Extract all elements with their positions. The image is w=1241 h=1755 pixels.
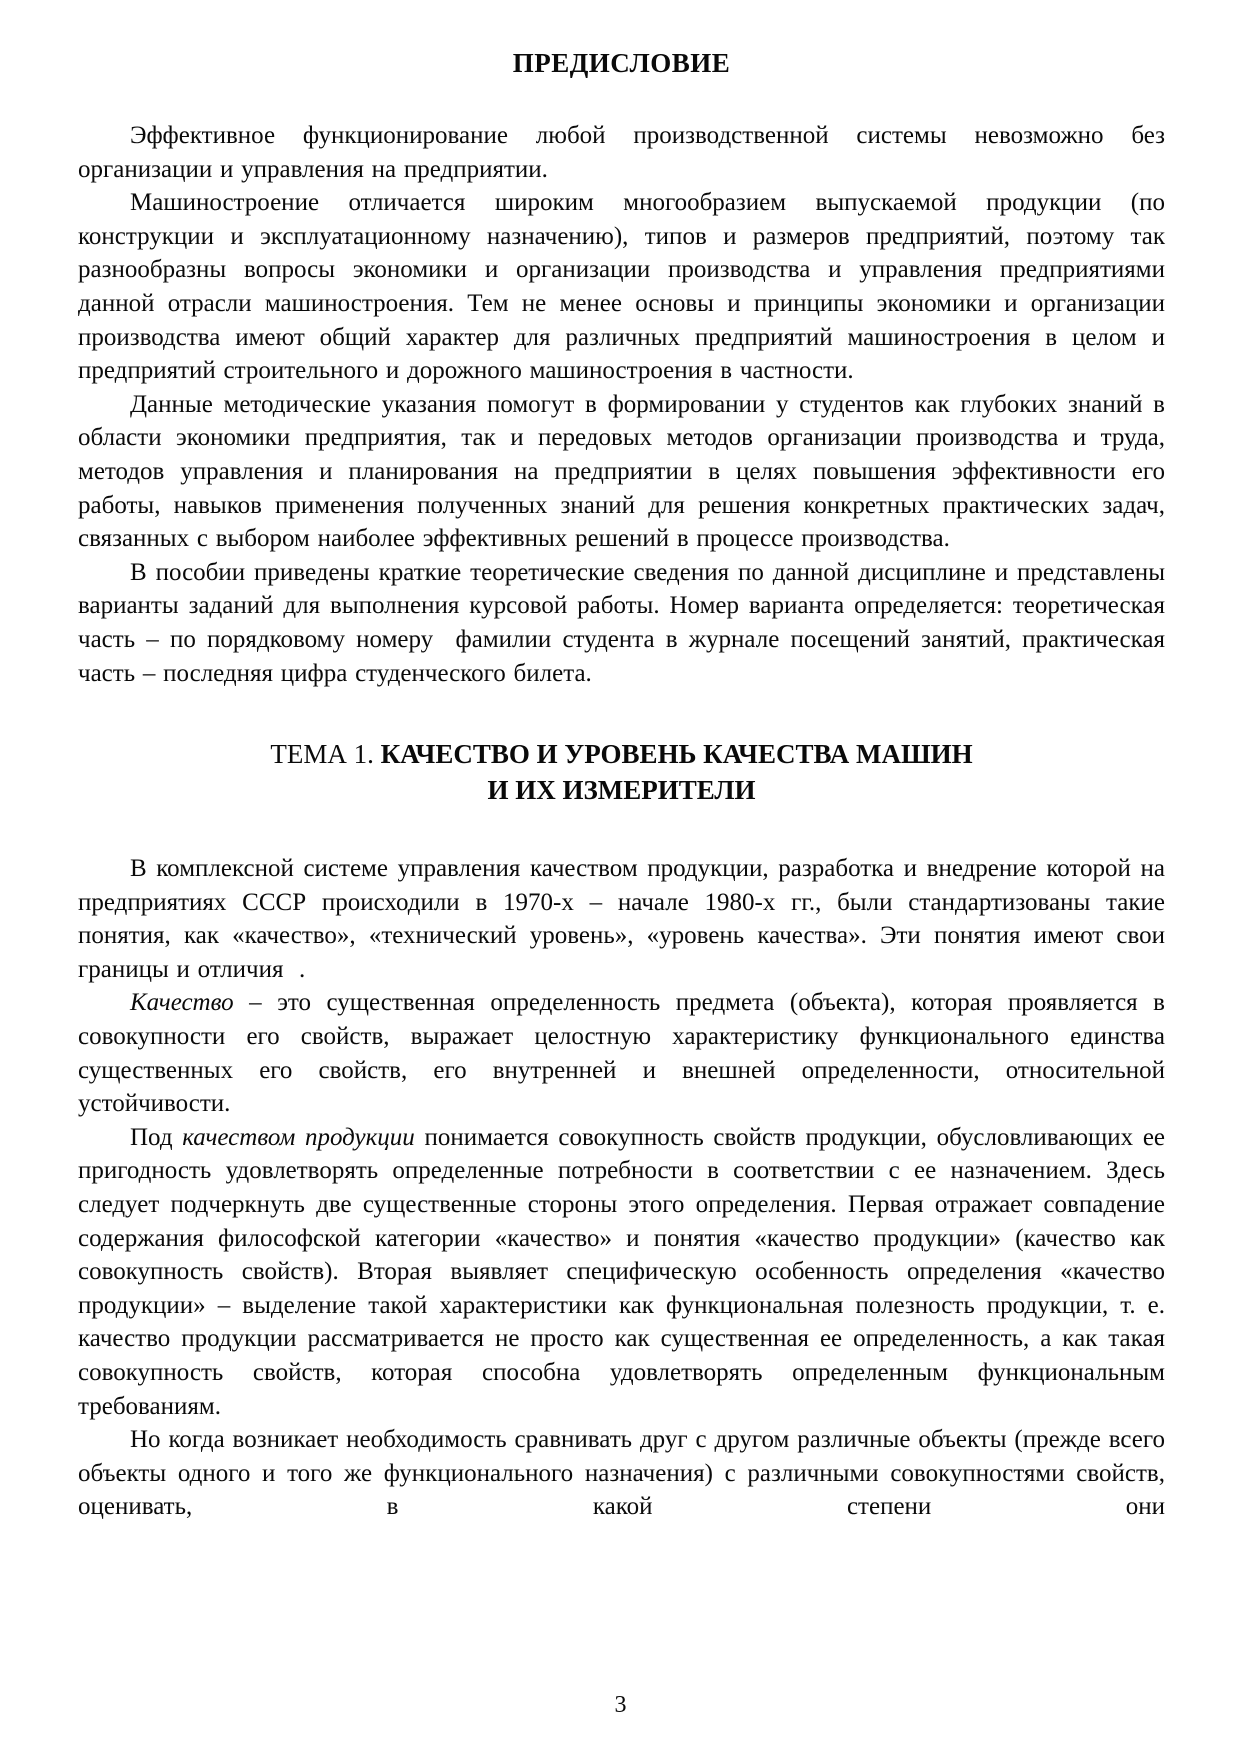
paragraph-text: понимается совокупность свойств продукции, обусловливающих ее пригодность удовлетворять определенные потребности в соответствии с ее назначением. Здесь следует подчеркнуть две существенные стороны этого определения. Первая отражает совпадение содержания философской категории «качество» и понятия «качество продукции» (качество как совокупность свойств). Вторая выявляет специфическую особенность определения «качество продукции» – выделение такой характеристики как функциональная полезность продукции, т. е. качество продукции рассматривается не просто как существенная ее определенность, а как такая совокупность свойств, которая способна удовлетворять определенным функциональным требованиям.	[78, 1123, 1166, 1420]
paragraph-text: В пособии приведены краткие теоретические сведения по данной дисциплине и представлены варианты заданий для выполнения курсовой работы. Номер варианта определяется: теоретическая часть – по порядковому номеру фамилии студента в журнале посещений занятий, практическая часть – последняя цифра студенческого билета.	[78, 558, 1165, 687]
paragraph-text: Данные методические указания помогут в формировании у студентов как глубоких знаний в области экономики предприятия, так и передовых методов организации производства и труда, методов управления и планирования на предприятии в целях повышения эффективности его работы, навыков применения полученных знаний для решения конкретных практических задач, связанных с выбором наиболее эффективных решений в процессе производства.	[78, 390, 1165, 553]
tema1-heading-title-line2: И ИХ ИЗМЕРИТЕЛИ	[487, 775, 756, 806]
paragraph-text: – это существенная определенность предмета (объекта), которая проявляется в совокупности его свойств, выражает целостную характеристику функционального единства существенных его свойств, его внутренней и внешней определенности, относительной устойчивости.	[78, 989, 1165, 1118]
tema1-paragraph-1	[78, 852, 1165, 986]
preface-heading: ПРЕДИСЛОВИЕ	[512, 48, 731, 78]
tema1-heading-title-line1: КАЧЕСТВО И УРОВЕНЬ КАЧЕСТВА МАШИН	[380, 739, 973, 770]
paragraph-text: Машиностроение отличается широким многообразием выпускаемой продукции (по конструкции и эксплуатационному назначению), типов и размеров предприятий, поэтому так разнообразны вопросы экономики и организации производства и управления предприятиями данной отрасли машиностроения. Тем не менее основы и принципы экономики и организации производства имеют общий характер для различных предприятий машиностроения в целом и предприятий строительного и дорожного машиностроения в частности.	[78, 189, 1165, 385]
paragraph-text: Эффективное функционирование любой производственной системы невозможно без организации и управления на предприятии.	[78, 122, 1165, 183]
paragraph-text: Под	[130, 1123, 183, 1151]
preface-paragraph-3	[78, 388, 1165, 556]
tema1-paragraph-3	[78, 1121, 1165, 1423]
preface-paragraph-4	[78, 556, 1165, 690]
tema1-heading	[78, 736, 1165, 808]
tema1-heading-prefix: ТЕМА 1.	[270, 739, 381, 770]
tema1-paragraph-4	[78, 1423, 1165, 1524]
tema1-paragraph-2	[78, 986, 1165, 1120]
paragraph-text: Но когда возникает необходимость сравнивать друг с другом различные объекты (прежде всего объекты одного и того же функционального назначения) с различными совокупностями свойств, оценивать, в какой степени они	[78, 1426, 1165, 1521]
preface-paragraph-2	[78, 186, 1165, 388]
preface-paragraph-1	[78, 119, 1165, 186]
paragraph-lead-term: Качество	[130, 989, 234, 1017]
paragraph-inline-term: качеством продукции	[182, 1123, 415, 1151]
paragraph-text: В комплексной системе управления качеством продукции, разработка и внедрение которой на предприятиях СССР происходили в 1970-х – начале 1980-х гг., были стандартизованы такие понятия, как «качество», «технический уровень», «уровень качества». Эти понятия имеют свои границы и отличия .	[78, 855, 1165, 983]
page-number: 3	[614, 1692, 627, 1718]
